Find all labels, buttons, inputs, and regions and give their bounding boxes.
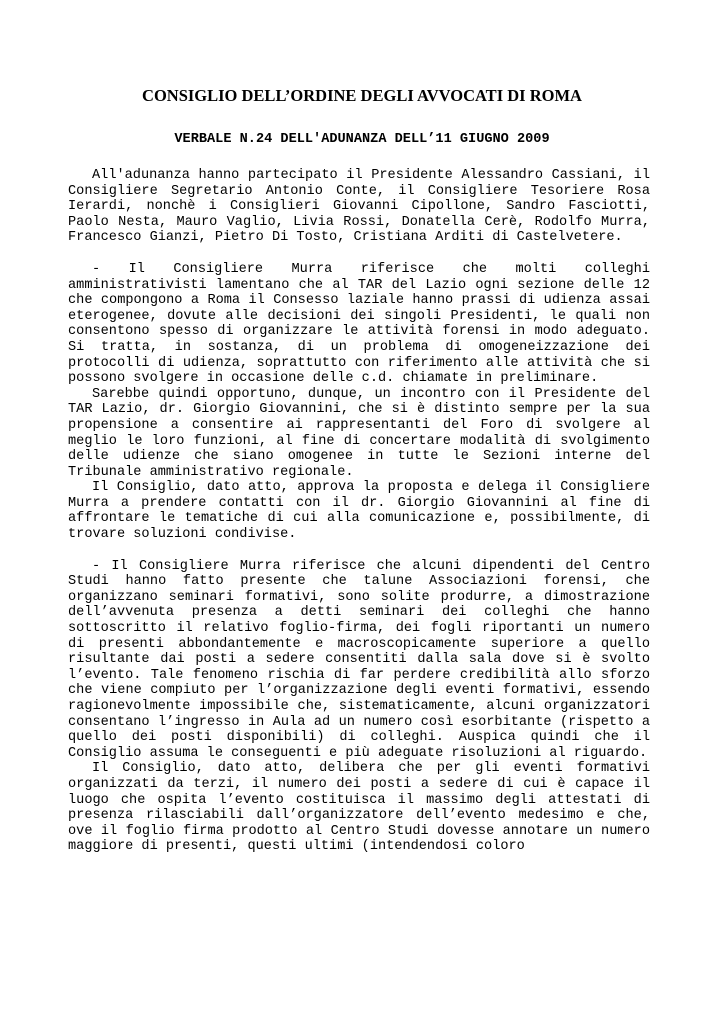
paragraph-tar-resolution: Il Consiglio, dato atto, approva la proposta e delega il Consigliere Murra a prendere contatti con il dr. Giorgio Giovannini al fine di affrontare le tematiche di cui alla comunicazione e, possibilmente, di trovare soluzioni condivise. <box>68 480 650 543</box>
paragraph-seminar-resolution: Il Consiglio, dato atto, delibera che per gli eventi formativi organizzati da terzi, il numero dei posti a sedere di cui è capace il luogo che ospita l’evento costituisca il massimo degli attestati di presenza rilasciabili dall’organizzatore dell’evento medesimo e che, ove il foglio firma prodotto al Centro Studi dovesse annotare un numero maggiore di presenti, questi ultimi (intendendosi coloro <box>68 761 650 855</box>
paragraph-gap <box>68 246 650 262</box>
document-subtitle: VERBALE N.24 DELL'ADUNANZA DELL’11 GIUGNO 2009 <box>174 132 550 147</box>
paragraph-seminar-report: - Il Consigliere Murra riferisce che alcuni dipendenti del Centro Studi hanno fatto presente che talune Associazioni forensi, che organizzano seminari formativi, sono solite produrre, a dimostrazione dell’avvenuta presenza a detti seminari dei colleghi che hanno sottoscritto il relativo foglio-firma, dei fogli riportanti un numero di presenti abbondantemente e macroscopicamente superiore a quello risultante dai posti a sedere consentiti dalla sala dove si è svolto l’evento. Tale fenomeno rischia di far perdere credibilità allo sforzo che viene compiuto per l’organizzazione degli eventi formativi, essendo ragionevolmente impossibile che, sistematicamente, alcuni organizzatori consentano l’ingresso in Aula ad un numero così esorbitante (rispetto a quello dei posti disponibili) di colleghi. Auspica quindi che il Consiglio assuma le conseguenti e più adeguate risoluzioni al riguardo. <box>68 558 650 761</box>
paragraph-tar-report: - Il Consigliere Murra riferisce che molti colleghi amministrativisti lamentano che al TAR del Lazio ogni sezione delle 12 che compongono a Roma il Consesso laziale hanno prassi di udienza assai eterogenee, dovute alle decisioni dei singoli Presidenti, le quali non consentono spesso di organizzare le attività forensi in modo adeguato. Si tratta, in sostanza, di un problema di omogeneizzazione dei protocolli di udienza, soprattutto con riferimento alle attività che si possono svolgere in occasione delle c.d. chiamate in preliminare. <box>68 261 650 387</box>
page-title: CONSIGLIO DELL’ORDINE DEGLI AVVOCATI DI ROMA <box>142 86 582 105</box>
paragraph-attendees: All'adunanza hanno partecipato il Presidente Alessandro Cassiani, il Consigliere Segretario Antonio Conte, il Consigliere Tesoriere Rosa Ierardi, nonchè i Consiglieri Giovanni Cipollone, Sandro Fasciotti, Paolo Nesta, Mauro Vaglio, Livia Rossi, Donatella Cerè, Rodolfo Murra, Francesco Gianzi, Pietro Di Tosto, Cristiana Arditi di Castelvetere. <box>68 168 650 246</box>
document-body <box>68 168 650 855</box>
paragraph-tar-proposal: Sarebbe quindi opportuno, dunque, un incontro con il Presidente del TAR Lazio, dr. Giorgio Giovannini, che si è distinto sempre per la sua propensione a consentire ai rappresentanti del Foro di svolgere al meglio le loro funzioni, al fine di concertare modalità di svolgimento delle udienze che siano omogenee in tutte le Sezioni interne del Tribunale amministrativo regionale. <box>68 386 650 480</box>
paragraph-gap <box>68 543 650 559</box>
